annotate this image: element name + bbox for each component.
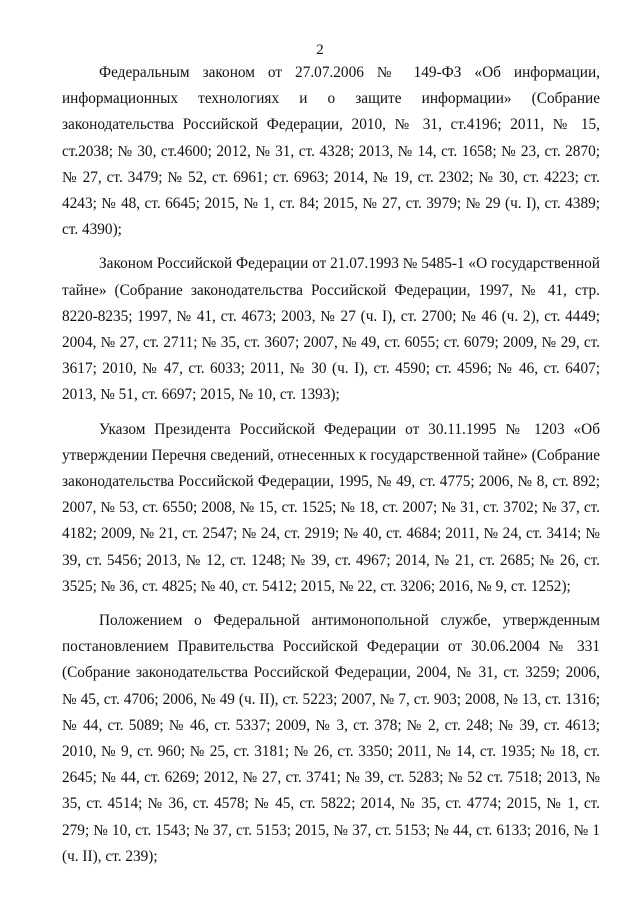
- paragraph-fas-regulation: Положением о Федеральной антимонопольной службе, утвержденным постановлением Правительства Российской Федерации от 30.06.2004 № 331 (Собрание законодательства Российской Федерации, 2004, № 31, ст. 3259; 2006, № 45, ст. 4706; 2006, № 49 (ч. II), ст. 5223; 2007, № 7, ст. 903; 2008, № 13, ст. 1316; № 44, ст. 5089; № 46, ст. 5337; 2009, № 3, ст. 378; № 2, ст. 248; № 39, ст. 4613; 2010, № 9, ст. 960; № 25, ст. 3181; № 26, ст. 3350; 2011, № 14, ст. 1935; № 18, ст. 2645; № 44, ст. 6269; 2012, № 27, ст. 3741; № 39, ст. 5283; № 52 ст. 7518; 2013, № 35, ст. 4514; № 36, ст. 4578; № 45, ст. 5822; 2014, № 35, ст. 4774; 2015, № 1, ст. 279; № 10, ст. 1543; № 37, ст. 5153; 2015, № 37, ст. 5153; № 44, ст. 6133; 2016, № 1 (ч. II), ст. 239);: [62, 612, 600, 865]
- paragraph-presidential-decree-1203: Указом Президента Российской Федерации от 30.11.1995 № 1203 «Об утверждении Перечня сведений, отнесенных к государственной тайне» (Собрание законодательства Российской Федерации, 1995, № 49, ст. 4775; 2006, № 8, ст. 892; 2007, № 53, ст. 6550; 2008, № 15, ст. 1525; № 18, ст. 2007; № 31, ст. 3702; № 37, ст. 4182; 2009, № 21, ст. 2547; № 24, ст. 2919; № 40, ст. 4684; 2011, № 24, ст. 3414; № 39, ст. 5456; 2013, № 12, ст. 1248; № 39, ст. 4967; 2014, № 21, ст. 2685; № 26, ст. 3525; № 36, ст. 4825; № 40, ст. 5412; 2015, № 22, ст. 3206; 2016, № 9, ст. 1252);: [62, 420, 600, 595]
- document-body: [62, 60, 600, 878]
- paragraph-federal-law-149: Федеральным законом от 27.07.2006 № 149-ФЗ «Об информации, информационных технологиях и о защите информации» (Собрание законодательства Российской Федерации, 2010, № 31, ст.4196; 2011, № 15, ст.2038; № 30, ст.4600; 2012, № 31, ст. 4328; 2013, № 14, ст. 1658; № 23, ст. 2870; № 27, ст. 3479; № 52, ст. 6961; ст. 6963; 2014, № 19, ст. 2302; № 30, ст. 4223; ст. 4243; № 48, ст. 6645; 2015, № 1, ст. 84; 2015, № 27, ст. 3979; № 29 (ч. I), ст. 4389; ст. 4390);: [62, 64, 600, 239]
- paragraph-state-secret-law: Законом Российской Федерации от 21.07.1993 № 5485-1 «О государственной тайне» (Собрание законодательства Российской Федерации, 1997, № 41, стр. 8220-8235; 1997, № 41, ст. 4673; 2003, № 27 (ч. I), ст. 2700; № 46 (ч. 2), ст. 4449; 2004, № 27, ст. 2711; № 35, ст. 3607; 2007, № 49, ст. 6055; ст. 6079; 2009, № 29, ст. 3617; 2010, № 47, ст. 6033; 2011, № 30 (ч. I), ст. 4590; ст. 4596; № 46, ст. 6407; 2013, № 51, ст. 6697; 2015, № 10, ст. 1393);: [62, 255, 600, 404]
- page-number: 2: [316, 42, 324, 58]
